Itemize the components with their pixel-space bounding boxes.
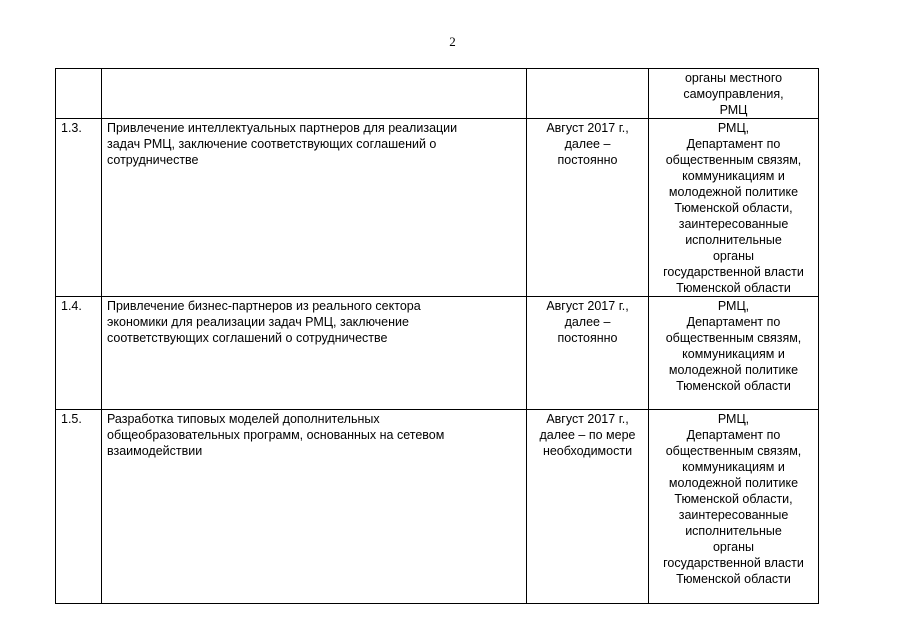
responsible-line: Тюменской области,	[674, 201, 793, 215]
term-line: постоянно	[557, 153, 618, 167]
task-line: экономики для реализации задач РМЦ, заключение	[107, 315, 409, 329]
page-number: 2	[449, 34, 456, 49]
table-row	[56, 297, 819, 410]
task-line: задач РМЦ, заключение соответствующих соглашений о	[107, 137, 437, 151]
responsible-line: органы	[712, 540, 755, 554]
task-cell	[102, 119, 527, 297]
table-row	[56, 119, 819, 297]
task-line: сотрудничестве	[107, 153, 199, 167]
item-number: 1.4.	[61, 299, 82, 313]
responsible-cell	[649, 410, 819, 604]
item-number: 1.3.	[61, 121, 82, 135]
responsible-cell	[649, 69, 819, 119]
term-line: Август 2017 г.,	[546, 412, 629, 426]
responsible-line: Департамент по	[686, 137, 781, 151]
item-number-cell	[56, 69, 102, 119]
plan-table-body	[56, 69, 819, 604]
term-line: Август 2017 г.,	[546, 299, 629, 313]
item-number-cell	[56, 119, 102, 297]
responsible-line: молодежной политике	[668, 363, 799, 377]
responsible-line: Тюменской области	[676, 379, 791, 393]
table-row	[56, 410, 819, 604]
term-cell	[527, 119, 649, 297]
plan-table	[55, 68, 819, 604]
responsible-line: Департамент по	[686, 428, 781, 442]
responsible-line: исполнительные	[685, 233, 782, 247]
responsible-line: заинтересованные	[678, 217, 789, 231]
task-line: Привлечение бизнес-партнеров из реального сектора	[107, 299, 421, 313]
term-line: далее –	[564, 315, 611, 329]
responsible-line: РМЦ,	[717, 121, 750, 135]
task-line: соответствующих соглашений о сотрудничестве	[107, 331, 388, 345]
task-line: общеобразовательных программ, основанных на сетевом	[107, 428, 445, 442]
responsible-cell	[649, 297, 819, 410]
task-line: взаимодействии	[107, 444, 203, 458]
responsible-line: Департамент по	[686, 315, 781, 329]
task-cell	[102, 69, 527, 119]
responsible-line: государственной власти	[663, 556, 804, 570]
responsible-line: коммуникациям и	[682, 460, 785, 474]
responsible-cell	[649, 119, 819, 297]
responsible-line: общественным связям,	[665, 153, 802, 167]
term-line: Август 2017 г.,	[546, 121, 629, 135]
term-cell	[527, 410, 649, 604]
item-number-cell	[56, 297, 102, 410]
item-number-cell	[56, 410, 102, 604]
responsible-line: заинтересованные	[678, 508, 789, 522]
responsible-line: органы	[712, 249, 755, 263]
responsible-line: Тюменской области,	[674, 492, 793, 506]
term-line: постоянно	[557, 331, 618, 345]
responsible-line: коммуникациям и	[682, 169, 785, 183]
responsible-line: молодежной политике	[668, 185, 799, 199]
responsible-line: общественным связям,	[665, 331, 802, 345]
task-cell	[102, 410, 527, 604]
responsible-line: РМЦ,	[717, 299, 750, 313]
responsible-line: государственной власти	[663, 265, 804, 279]
responsible-line: Тюменской области	[676, 281, 791, 295]
term-line: необходимости	[542, 444, 633, 458]
term-line: далее –	[564, 137, 611, 151]
responsible-line: РМЦ	[719, 103, 748, 117]
responsible-line: молодежной политике	[668, 476, 799, 490]
task-line: Привлечение интеллектуальных партнеров для реализации	[107, 121, 458, 135]
responsible-line: коммуникациям и	[682, 347, 785, 361]
term-line: далее – по мере	[539, 428, 636, 442]
responsible-line: общественным связям,	[665, 444, 802, 458]
responsible-line: исполнительные	[685, 524, 782, 538]
responsible-line: Тюменской области	[676, 572, 791, 586]
task-cell	[102, 297, 527, 410]
responsible-line: органы местного	[684, 71, 783, 85]
term-cell	[527, 297, 649, 410]
responsible-line: РМЦ,	[717, 412, 750, 426]
term-cell	[527, 69, 649, 119]
table-row	[56, 69, 819, 119]
responsible-line: самоуправления,	[683, 87, 784, 101]
item-number: 1.5.	[61, 412, 82, 426]
task-line: Разработка типовых моделей дополнительных	[107, 412, 380, 426]
